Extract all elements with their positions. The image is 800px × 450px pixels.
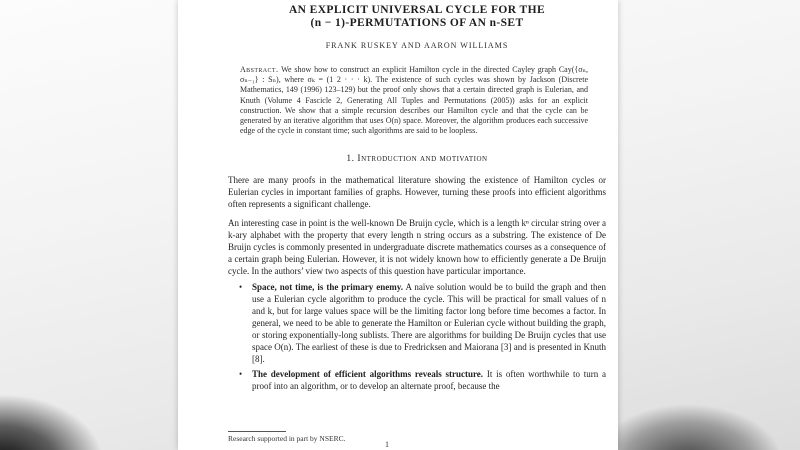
bullet-marker: • xyxy=(239,282,243,293)
page-number: 1 xyxy=(385,440,389,449)
paper-title-line-1: AN EXPLICIT UNIVERSAL CYCLE FOR THE xyxy=(288,4,546,16)
bullet-marker: • xyxy=(239,369,243,380)
paper-page xyxy=(178,0,618,450)
footnote: Research supported in part by NSERC. xyxy=(228,434,346,443)
bullet-item xyxy=(239,281,606,365)
paper-title-line-2: (n − 1)-PERMUTATIONS OF AN n-SET xyxy=(310,17,524,29)
abstract-label: Abstract. xyxy=(240,65,279,74)
paper-content xyxy=(178,0,618,392)
section-heading: 1. Introduction and motivation xyxy=(346,154,488,165)
paper-title xyxy=(228,4,606,30)
abstract xyxy=(240,65,588,136)
footnote-rule xyxy=(228,431,286,432)
bullet-item xyxy=(239,368,607,392)
bullet-text: A naïve solution would be to build the graph and then use a Eulerian cycle algorithm to produce the cycle. This will be practical for small values of n and k, but for large values space will be the limiting factor long before time becomes a factor. In general, we need to be able to generate the Hamilton or Eulerian cycle without building the graph, or storing exponentially-long sublists. There are algorithms for building De Bruijn cycles that use space O(n). The earliest of these is due to Fredricksen and Maiorana [3] and is presented in Knuth [8]. xyxy=(252,282,606,365)
bullet-lead: The development of efficient algorithms reveals structure. xyxy=(252,369,484,380)
paper-authors: FRANK RUSKEY AND AARON WILLIAMS xyxy=(325,41,509,50)
paragraph-1: There are many proofs in the mathematical literature showing the existence of Hamilton cycles or Eulerian cycles in important families of graphs. However, turning these proofs into efficient algorithms often represents a significant challenge. xyxy=(228,175,606,210)
bullet-text: It is often worthwhile to turn a proof into an algorithm, or to develop an alternate proof, because the xyxy=(252,369,607,392)
paragraph-2: An interesting case in point is the well-known De Bruijn cycle, which is a length kⁿ circular string over a k-ary alphabet with the property that every length n string occurs as a substring. The existence of De Bruijn cycles is commonly presented in undergraduate discrete mathematics courses as a consequence of a certain graph being Eulerian. However, it is not widely known how to efficiently generate a De Bruijn cycle. In the authors’ view two aspects of this question have particular importance. xyxy=(228,218,606,277)
bullet-lead: Space, not time, is the primary enemy. xyxy=(252,282,403,293)
bullet-list xyxy=(228,281,606,392)
abstract-text: We show how to construct an explicit Hamilton cycle in the directed Cayley graph Cay({σₙ, σₙ₋₁} : Sₙ), where σₖ = (1 2 · · · k). The existence of such cycles was shown by Jackson (Discrete Mathematics, 149 (1996) 123–129) but the proof only shows that a certain directed graph is Eulerian, and Knuth (Volume 4 Fascicle 2, Generating All Tuples and Permutations (2005)) asks for an explicit construction. We show that a simple recursion describes our Hamilton cycle and that the cycle can be generated by an iterative algorithm that uses O(n) space. Moreover, the algorithm produces each successive edge of the cycle in constant time; such algorithms are said to be loopless. xyxy=(240,65,589,136)
